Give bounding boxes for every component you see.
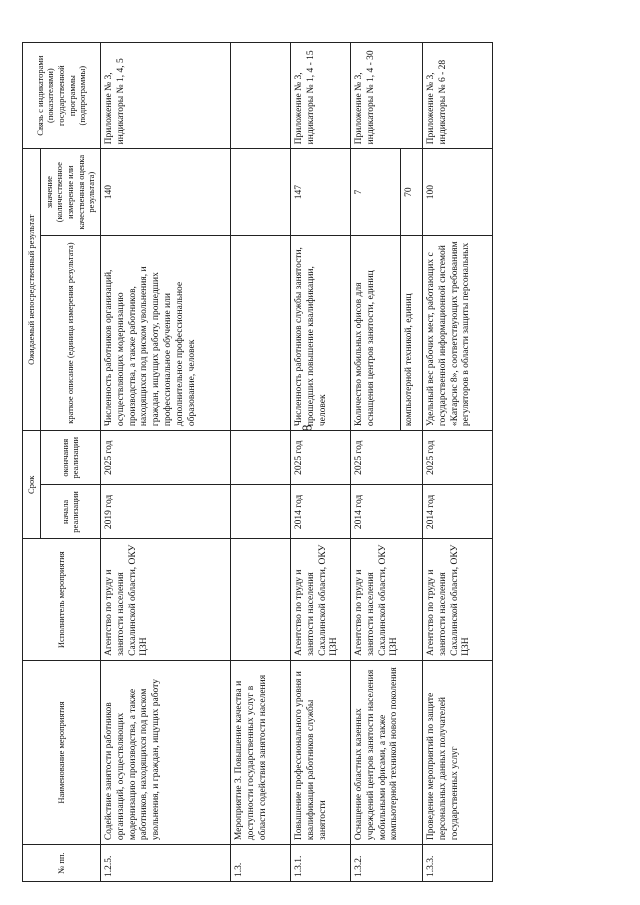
row-executor: Агентство по труду и занятости населения Сахалинской области, ОКУ ЦЗН — [290, 539, 350, 660]
header-link: Связь с индикаторами (показателями) государственной программы (подпрограммы) — [23, 43, 101, 149]
row-value-2: 70 — [400, 149, 422, 236]
table-row — [290, 43, 350, 882]
header-executor: Исполнитель мероприятия — [23, 539, 101, 660]
row-link: Приложение № 3, индикаторы № 1, 4 - 30 — [350, 43, 422, 149]
row-end — [230, 431, 290, 485]
table-row — [350, 43, 400, 882]
table-row — [230, 43, 290, 882]
row-desc-2: компьютерной техникой, единиц — [400, 236, 422, 431]
header-result-desc: краткое описание (единица измерения результата) — [40, 236, 100, 431]
header-name: Наименование мероприятия — [23, 660, 101, 844]
row-value: 147 — [290, 149, 350, 236]
row-num: 1.3.3. — [422, 845, 492, 882]
row-start: 2019 год — [100, 485, 230, 539]
header-row — [23, 43, 41, 882]
table-row — [422, 43, 492, 882]
row-end: 2025 год — [290, 431, 350, 485]
row-name: Повышение профессионального уровня и квалификации работников службы занятости — [290, 660, 350, 844]
row-start: 2014 год — [422, 485, 492, 539]
row-num: 1.3. — [230, 845, 290, 882]
row-start — [230, 485, 290, 539]
row-value — [230, 149, 290, 236]
row-desc: Численность работников организаций, осуществляющих модернизацию производства, а также работников, находящихся под риском увольнения, и граждан, ищущих работу, прошедших профессиональное обучение или дополнительное профессиональное образование, человек — [100, 236, 230, 431]
row-desc — [230, 236, 290, 431]
row-value: 140 — [100, 149, 230, 236]
row-end: 2025 год — [350, 431, 422, 485]
row-executor: Агентство по труду и занятости населения Сахалинской области, ОКУ ЦЗН — [350, 539, 422, 660]
row-num: 1.3.2. — [350, 845, 422, 882]
row-desc: Численность работников службы занятости, прошедших повышение квалификации, человек — [290, 236, 350, 431]
row-link: Приложение № 3, индикаторы № 1, 4, 5 — [100, 43, 230, 149]
header-num: № пп. — [23, 845, 101, 882]
header-result: Ожидаемый непосредственный результат — [23, 149, 41, 431]
table-row — [100, 43, 230, 882]
rotated-table-wrapper — [22, 42, 622, 882]
row-start: 2014 год — [350, 485, 422, 539]
header-term-start: начала реализации — [40, 485, 100, 539]
row-num: 1.3.1. — [290, 845, 350, 882]
row-desc: Удельный вес рабочих мест, работающих с государственной информационной системой «Катарсис 8», соответствующих требованиям регуляторов в области защиты персональных — [422, 236, 492, 431]
row-executor — [230, 539, 290, 660]
row-name: Проведение мероприятий по защите персональных данных получателей государственных услуг — [422, 660, 492, 844]
row-link: Приложение № 3, индикаторы № 6 - 28 — [422, 43, 492, 149]
row-num: 1.2.5. — [100, 845, 230, 882]
row-name: Мероприятие 3. Повышение качества и доступности государственных услуг в области содействия занятости населения — [230, 660, 290, 844]
row-executor: Агентство по труду и занятости населения Сахалинской области, ОКУ ЦЗН — [422, 539, 492, 660]
row-value: 7 — [350, 149, 400, 236]
header-result-value: значение (количественное измерение или качественная оценка результата) — [40, 149, 100, 236]
row-value: 100 — [422, 149, 492, 236]
row-link: Приложение № 3, индикаторы № 1, 4 - 15 — [290, 43, 350, 149]
row-end: 2025 год — [100, 431, 230, 485]
measures-table — [22, 42, 493, 882]
row-link — [230, 43, 290, 149]
row-desc: Количество мобильных офисов для оснащения центров занятости, единиц — [350, 236, 400, 431]
row-start: 2014 год — [290, 485, 350, 539]
header-term-end: окончания реализации — [40, 431, 100, 485]
page-number: 8 — [300, 424, 316, 432]
row-executor: Агентство по труду и занятости населения Сахалинской области, ОКУ ЦЗН — [100, 539, 230, 660]
header-term: Срок — [23, 431, 41, 539]
row-name: Оснащение областных казенных учреждений центров занятости населения мобильными офисами, а также компьютерной техникой нового поколения — [350, 660, 422, 844]
row-end: 2025 год — [422, 431, 492, 485]
row-name: Содействие занятости работников организаций, осуществляющих модернизацию производства, а также работников, находящихся под риском увольнения, и граждан, ищущих работу — [100, 660, 230, 844]
